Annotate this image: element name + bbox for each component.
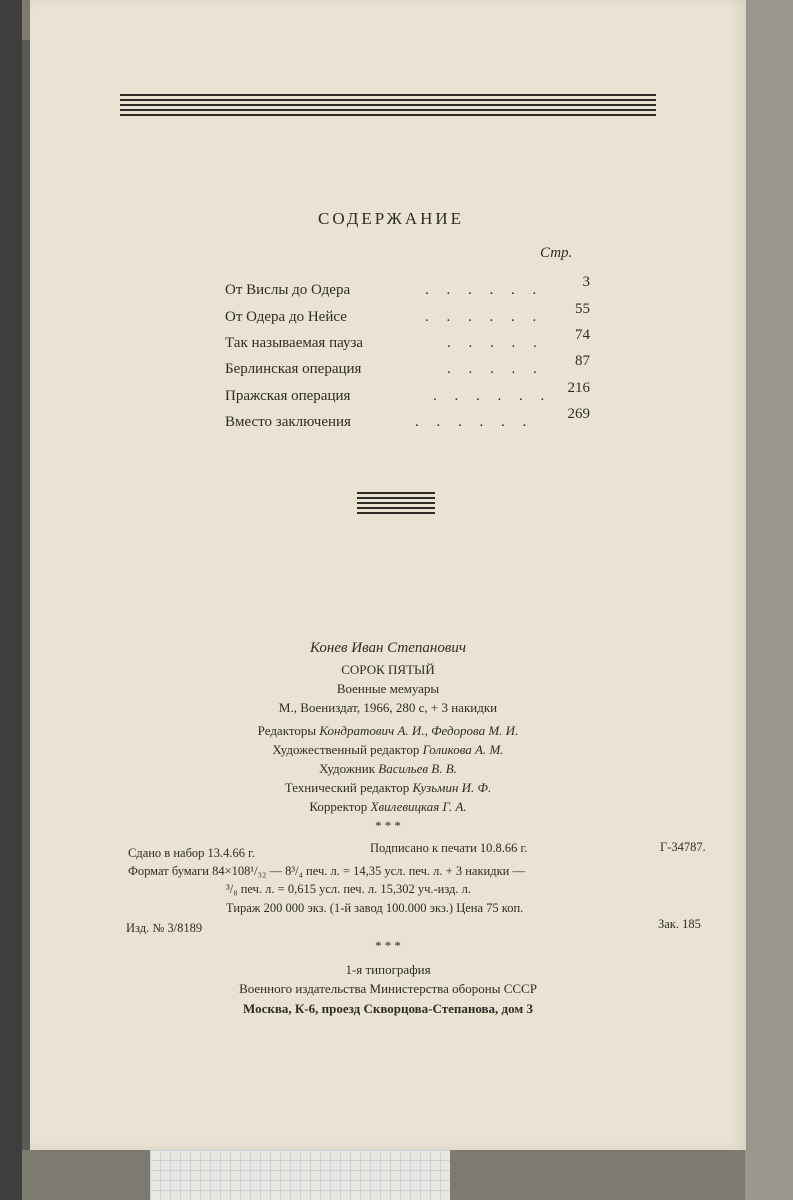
background-surface — [745, 0, 793, 1200]
sheets-info: ³/₈ печ. л. = 0,615 усл. печ. л. 15,302 уч.-изд. л. — [226, 882, 472, 896]
toc-item-page: 269 — [567, 406, 590, 422]
toc-item-title: Так называемая пауза — [225, 335, 364, 351]
imprint-tech-editor: Технический редактор Кузьмин И. Ф. — [284, 780, 492, 795]
imprint-corrector: Корректор Хвилевицкая Г. А. — [309, 799, 467, 814]
toc-item-page: 216 — [567, 380, 590, 396]
imprint-genre: Военные мемуары — [336, 681, 440, 696]
book-binding — [0, 0, 22, 1200]
middle-decorative-rule — [357, 492, 435, 517]
toc-title: СОДЕРЖАНИЕ — [318, 209, 465, 228]
book-page — [30, 0, 746, 1150]
printer-owner: Военного издательства Министерства обороны СССР — [239, 981, 537, 996]
circulation: Тираж 200 000 экз. (1-й завод 100.000 экз.) Цена 75 коп. — [226, 901, 524, 915]
toc-item — [225, 301, 620, 333]
imprint-publisher-line: М., Воениздат, 1966, 280 с, + 3 накидки — [278, 700, 498, 715]
toc-item-leader: . . . . . — [447, 335, 544, 351]
toc-item-leader: . . . . . . — [415, 414, 534, 430]
toc-item — [225, 274, 620, 306]
toc-item-page: 3 — [582, 274, 590, 290]
toc-item-page: 55 — [575, 301, 590, 317]
imprint-separator: * * * — [375, 818, 401, 833]
toc-item-title: Пражская операция — [225, 388, 351, 404]
toc-item-page: 87 — [575, 353, 590, 369]
toc-item-leader: . . . . . . — [425, 309, 544, 325]
toc-item — [225, 327, 620, 359]
printer-address: Москва, К-6, проезд Скворцова-Степанова, дом 3 — [243, 1001, 533, 1016]
toc-item — [225, 380, 620, 412]
imprint-artist: Художник Васильев В. В. — [319, 761, 457, 776]
toc-item-leader: . . . . . . — [433, 388, 552, 404]
imprint-author: Конев Иван Степанович — [310, 640, 466, 656]
toc-item-title: От Одера до Нейсе — [225, 309, 347, 325]
toc-item-leader: . . . . . — [447, 361, 544, 377]
imprint-editors: Редакторы Кондратович А. И., Федорова М. И. — [257, 723, 519, 738]
toc-item — [225, 406, 620, 438]
toc-item — [225, 353, 620, 385]
toc-item-leader: . . . . . . — [425, 282, 544, 298]
toc-page-label: Стр. — [540, 245, 573, 261]
printer-name: 1-я типография — [345, 962, 431, 977]
imprint-book-title: СОРОК ПЯТЫЙ — [341, 662, 435, 677]
toc-item-page: 74 — [575, 327, 590, 343]
izd-number: Изд. № 3/8189 — [126, 921, 203, 935]
order-number: Зак. 185 — [658, 917, 701, 931]
paper-format: Формат бумаги 84×108¹/₃₂ — 8³/₄ печ. л. = 14,35 усл. печ. л. + 3 накидки — — [128, 864, 525, 878]
toc-item-title: Берлинская операция — [225, 361, 362, 377]
typeset-date: Сдано в набор 13.4.66 г. — [128, 846, 256, 860]
imprint-art-editor: Художественный редактор Голикова А. М. — [272, 742, 504, 757]
toc-item-title: От Вислы до Одера — [225, 282, 351, 298]
print-code: Г-34787. — [660, 840, 706, 854]
print-separator: * * * — [375, 938, 401, 953]
top-decorative-rule — [120, 94, 656, 119]
toc-item-title: Вместо заключения — [225, 414, 351, 430]
signed-date: Подписано к печати 10.8.66 г. — [370, 841, 528, 855]
